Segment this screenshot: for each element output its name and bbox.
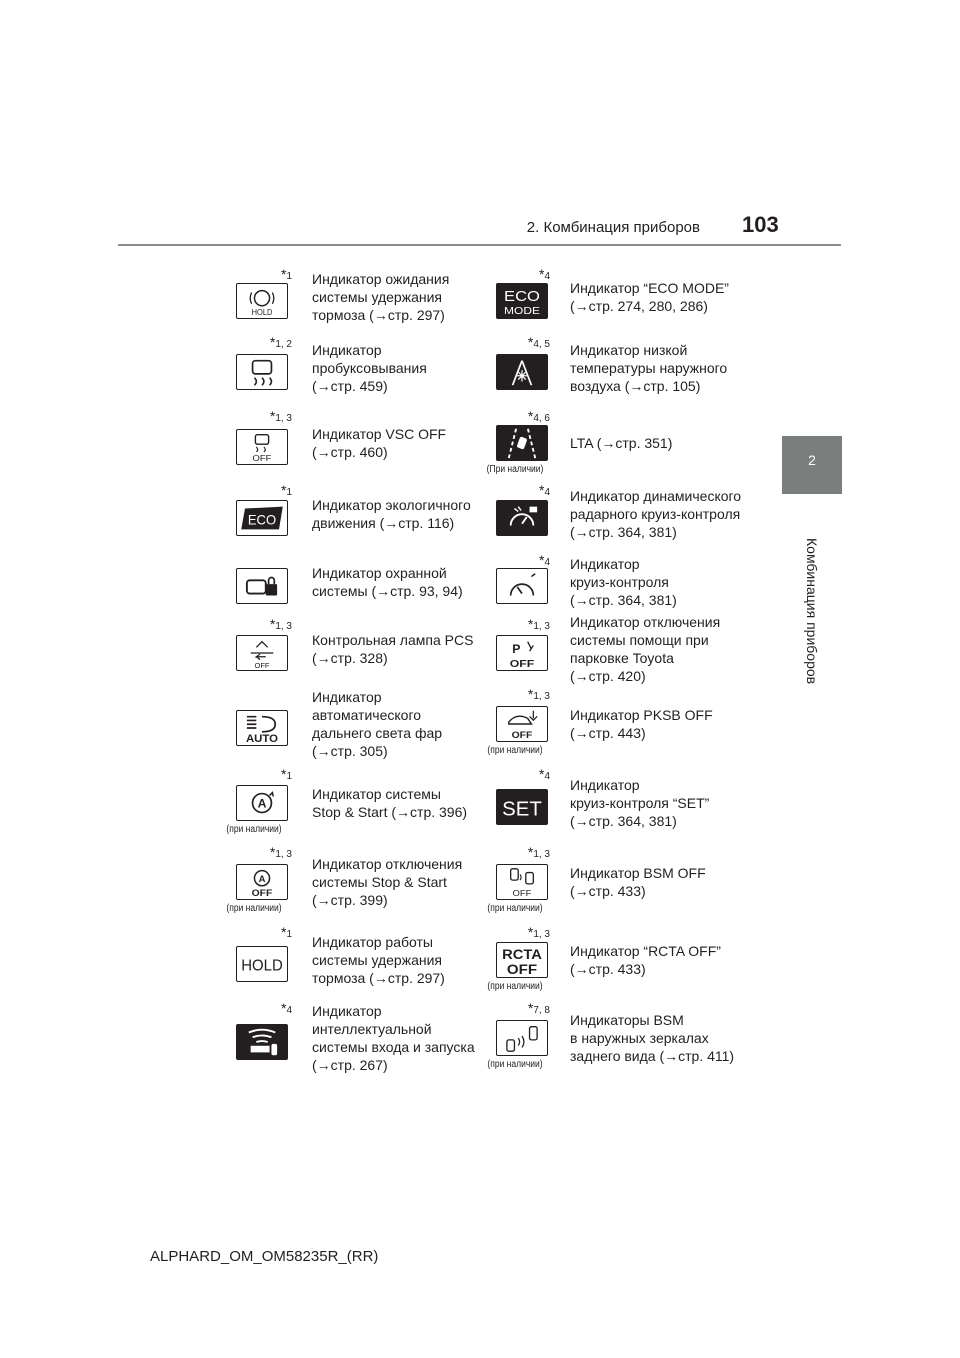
indicator-description: Индикатор отключения системы помощи при парковке Toyota (→стр. 420) [570,614,721,684]
chapter-tab-number: 2 [808,452,816,468]
indicator-description: LTA (→стр. 351) [570,435,673,451]
footer-code: ALPHARD_OM_OM58235R_(RR) [150,1248,379,1265]
indicator-description: Индикатор ожидания системы удержания тормоза (→стр. 297) [312,271,450,323]
footnote-marker [480,408,550,424]
footnote-asterisk: * [280,924,287,940]
footnote-marker [222,334,292,350]
footnote-number: 1 [286,929,292,940]
footnote-asterisk: * [538,552,545,568]
footnote-asterisk: * [280,1000,287,1016]
footnote-marker [480,686,550,702]
svg-text:OFF: OFF [509,659,535,670]
indicator-description: Индикатор низкой температуры наружного воздуха (→стр. 105) [570,342,728,394]
indicator-description: Индикатор динамического радарного круиз-контроля (→стр. 364, 381) [570,488,742,540]
indicator-description: Контрольная лампа PCS (→стр. 328) [312,632,474,666]
radar-cruise-icon [496,500,548,536]
footnote-number: 1, 3 [533,929,550,940]
low-temp-icon [496,354,548,390]
page-number: 103 [742,212,779,237]
stop-start-icon [236,785,288,821]
footnote-asterisk: * [538,266,545,282]
cruise-icon [496,568,548,604]
footnote-marker [222,844,292,860]
vsc-off-icon [236,429,288,465]
footnote-asterisk: * [527,686,534,702]
footnote-marker [480,616,550,632]
indicator-description: Индикатор пробуксовывания (→стр. 459) [312,342,427,394]
footnote-number: 1 [286,271,292,282]
svg-text:ECO: ECO [504,288,541,305]
footnote-number: 4 [544,557,550,568]
availability-caption: (при наличии) [487,1059,543,1070]
svg-text:OFF: OFF [506,962,538,977]
svg-text:OFF: OFF [511,730,533,741]
footnote-asterisk: * [538,482,545,498]
footnote-number: 4, 5 [533,339,550,350]
footnote-asterisk: * [280,266,287,282]
footnote-number: 1, 3 [533,691,550,702]
footnote-asterisk: * [280,482,287,498]
footnote-marker [480,1000,550,1016]
pcs-icon [236,635,288,671]
availability-caption: (при наличии) [487,981,543,992]
set-icon [496,789,548,825]
footnote-asterisk: * [527,924,534,940]
eco-driving-icon [236,500,288,536]
footnote-number: 7, 8 [533,1005,550,1016]
svg-text:HOLD: HOLD [251,307,273,318]
parking-assist-off-icon [496,635,548,671]
svg-text:AUTO: AUTO [245,733,279,745]
indicator-description: Индикатор VSC OFF (→стр. 460) [312,426,447,460]
svg-text:OFF: OFF [254,661,270,670]
svg-text:RCTA: RCTA [502,947,542,964]
availability-caption: (при наличии) [226,824,282,835]
footnote-asterisk: * [269,408,276,424]
footnote-asterisk: * [527,844,534,860]
indicator-description: Индикатор BSM OFF (→стр. 433) [570,865,706,899]
footnote-asterisk: * [269,334,276,350]
svg-text:A: A [258,874,266,885]
footnote-asterisk: * [269,844,276,860]
footnote-number: 1 [286,771,292,782]
footnote-asterisk: * [527,616,534,632]
bsm-mirror-icon [496,1020,548,1056]
svg-text:HOLD: HOLD [241,956,283,975]
indicator-description: Индикатор экологичного движения (→стр. 116) [312,497,471,531]
footnote-asterisk: * [280,766,287,782]
footnote-marker [480,552,550,568]
indicator-description: Индикатор “ECO MODE” (→стр. 274, 280, 286) [570,280,729,314]
footnote-marker [222,924,292,940]
footnote-asterisk: * [527,1000,534,1016]
hold-icon [236,946,288,982]
footnote-number: 1, 3 [275,413,292,424]
indicator-description: Индикатор круиз-контроля (→стр. 364, 381) [570,556,677,608]
footnote-marker [222,1000,292,1016]
indicator-description: Индикатор круиз-контроля “SET” (→стр. 364, 381) [570,777,710,829]
indicator-description: Индикатор отключения системы Stop & Start (→стр. 399) [312,856,463,908]
slip-icon [236,354,288,390]
footnote-marker [222,766,292,782]
footnote-marker [480,844,550,860]
svg-text:OFF: OFF [512,888,532,899]
footnote-number: 4 [544,271,550,282]
footnote-number: 1, 3 [533,849,550,860]
footnote-number: 4, 6 [533,413,550,424]
footnote-asterisk: * [527,408,534,424]
indicator-description: Индикатор интеллектуальной системы входа и запуска (→стр. 267) [312,1003,475,1073]
svg-text:SET: SET [502,797,543,821]
footnote-marker [480,766,550,782]
auto-high-beam-icon [236,710,288,746]
footnote-number: 4 [544,487,550,498]
indicator-description: Индикатор системы Stop & Start (→стр. 396) [312,786,468,820]
smart-key-icon [236,1024,288,1060]
header-section-title: 2. Комбинация приборов [526,219,700,236]
footnote-marker [222,266,292,282]
footnote-number: 1, 2 [275,339,292,350]
stop-start-off-icon [236,864,288,900]
footnote-number: 4 [286,1005,292,1016]
footnote-asterisk: * [527,334,534,350]
footnote-marker [480,334,550,350]
indicator-description: Индикатор работы системы удержания тормоза (→стр. 297) [312,934,445,986]
footnote-asterisk: * [269,616,276,632]
availability-caption: (При наличии) [486,464,544,475]
indicator-description: Индикаторы BSM в наружных зеркалах заднего вида (→стр. 411) [570,1012,735,1064]
footnote-marker [480,482,550,498]
footnote-number: 1 [286,487,292,498]
eco-mode-icon [496,283,548,319]
footnote-number: 1, 3 [275,621,292,632]
footnote-marker [480,266,550,282]
lta-icon [496,425,548,461]
pksb-off-icon [496,706,548,742]
footnote-asterisk: * [538,766,545,782]
footnote-marker [222,482,292,498]
footnote-marker [480,924,550,940]
indicator-description: Индикатор “RCTA OFF” (→стр. 433) [570,943,721,977]
svg-text:P: P [512,642,521,656]
availability-caption: (при наличии) [226,903,282,914]
hold-standby-icon [236,283,288,319]
indicator-description: Индикатор PKSB OFF (→стр. 443) [570,707,713,741]
svg-text:ECO: ECO [247,512,277,529]
svg-text:OFF: OFF [252,453,272,464]
rcta-off-icon [496,942,548,978]
footnote-number: 1, 3 [533,621,550,632]
bsm-off-icon [496,864,548,900]
footnote-number: 4 [544,771,550,782]
indicator-description: Индикатор автоматического дальнего света фар (→стр. 305) [312,689,443,759]
footnote-marker [222,616,292,632]
indicator-description: Индикатор охранной системы (→стр. 93, 94) [312,565,463,599]
svg-text:OFF: OFF [251,888,273,899]
footnote-marker [222,408,292,424]
availability-caption: (при наличии) [487,903,543,914]
security-icon [236,568,288,604]
svg-text:MODE: MODE [504,306,541,318]
header-divider [118,244,841,246]
chapter-side-label: Комбинация приборов [804,538,820,685]
footnote-number: 1, 3 [275,849,292,860]
svg-text:A: A [257,796,267,811]
availability-caption: (при наличии) [487,745,543,756]
